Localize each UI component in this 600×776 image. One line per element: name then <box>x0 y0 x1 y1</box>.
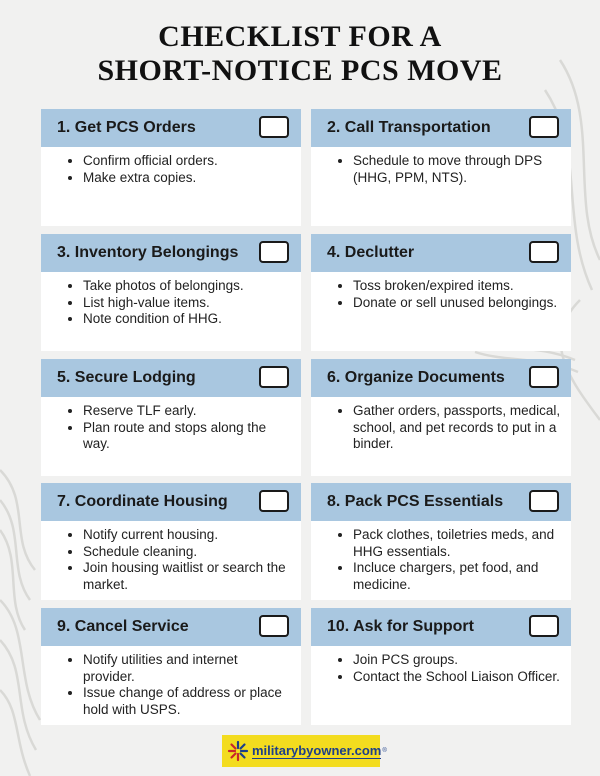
title-line-2: SHORT-NOTICE PCS MOVE <box>97 54 503 87</box>
card-body <box>311 397 571 476</box>
card-title: 7. Coordinate Housing <box>57 493 228 510</box>
card-title: 2. Call Transportation <box>327 119 491 136</box>
card-header <box>41 483 301 521</box>
card-body <box>41 397 301 476</box>
card-checkbox[interactable] <box>259 116 289 138</box>
checklist-card-9 <box>41 608 301 725</box>
checklist-card-8 <box>311 483 571 600</box>
card-title: 3. Inventory Belongings <box>57 244 239 261</box>
card-checkbox[interactable] <box>529 116 559 138</box>
star-logo-icon <box>227 740 249 762</box>
list-item: • Join PCS groups. <box>353 652 563 669</box>
card-header <box>311 608 571 646</box>
card-title: 5. Secure Lodging <box>57 369 196 386</box>
title-line-1: CHECKLIST FOR A <box>158 20 442 53</box>
card-body <box>41 521 301 600</box>
card-title: 4. Declutter <box>327 244 415 261</box>
card-header <box>41 109 301 147</box>
list-item: • Pack clothes, toiletries meds, and HHG essentials. <box>353 527 563 560</box>
card-title: 9. Cancel Service <box>57 618 189 635</box>
checklist-card-7 <box>41 483 301 600</box>
card-header <box>311 109 571 147</box>
card-body <box>41 646 301 725</box>
list-item: • Contact the School Liaison Officer. <box>353 669 563 686</box>
card-checkbox[interactable] <box>529 366 559 388</box>
card-title: 1. Get PCS Orders <box>57 119 196 136</box>
card-header <box>311 483 571 521</box>
checklist-card-2 <box>311 109 571 226</box>
page-title <box>0 20 600 88</box>
list-item: • Notify current housing. <box>83 527 293 544</box>
card-checkbox[interactable] <box>529 615 559 637</box>
list-item: • Confirm official orders. <box>83 153 293 170</box>
logo-text: militarybyowner.com <box>252 743 382 758</box>
card-body <box>41 147 301 226</box>
checklist-card-10 <box>311 608 571 725</box>
list-item: • Note condition of HHG. <box>83 311 293 328</box>
list-item: • Notify utilities and internet provider. <box>83 652 293 685</box>
card-body <box>311 272 571 351</box>
card-checkbox[interactable] <box>259 241 289 263</box>
card-checkbox[interactable] <box>529 241 559 263</box>
registered-mark: ® <box>382 748 387 754</box>
card-header <box>41 234 301 272</box>
list-item: • Make extra copies. <box>83 170 293 187</box>
list-item: • Gather orders, passports, medical, school, and pet records to put in a binder. <box>353 403 563 453</box>
list-item: • Issue change of address or place hold with USPS. <box>83 685 293 718</box>
card-checkbox[interactable] <box>259 615 289 637</box>
list-item: • List high-value items. <box>83 295 293 312</box>
militarybyowner-logo[interactable] <box>222 735 387 767</box>
card-checkbox[interactable] <box>259 366 289 388</box>
checklist-card-4 <box>311 234 571 351</box>
checklist-card-1 <box>41 109 301 226</box>
list-item: • Take photos of belongings. <box>83 278 293 295</box>
list-item: • Join housing waitlist or search the market. <box>83 560 293 593</box>
card-body <box>41 272 301 351</box>
checklist-card-5 <box>41 359 301 476</box>
card-body <box>311 646 571 725</box>
checklist-card-3 <box>41 234 301 351</box>
card-checkbox[interactable] <box>529 490 559 512</box>
list-item: • Incluce chargers, pet food, and medicine. <box>353 560 563 593</box>
list-item: • Reserve TLF early. <box>83 403 293 420</box>
card-header <box>311 359 571 397</box>
card-header <box>311 234 571 272</box>
card-title: 10. Ask for Support <box>327 618 474 635</box>
card-title: 6. Organize Documents <box>327 369 505 386</box>
list-item: • Schedule cleaning. <box>83 544 293 561</box>
list-item: • Schedule to move through DPS (HHG, PPM, NTS). <box>353 153 563 186</box>
card-checkbox[interactable] <box>259 490 289 512</box>
list-item: • Toss broken/expired items. <box>353 278 563 295</box>
list-item: • Donate or sell unused belongings. <box>353 295 563 312</box>
card-header <box>41 608 301 646</box>
checklist-card-6 <box>311 359 571 476</box>
card-body <box>311 147 571 226</box>
card-body <box>311 521 571 600</box>
card-header <box>41 359 301 397</box>
list-item: • Plan route and stops along the way. <box>83 420 293 453</box>
card-title: 8. Pack PCS Essentials <box>327 493 504 510</box>
